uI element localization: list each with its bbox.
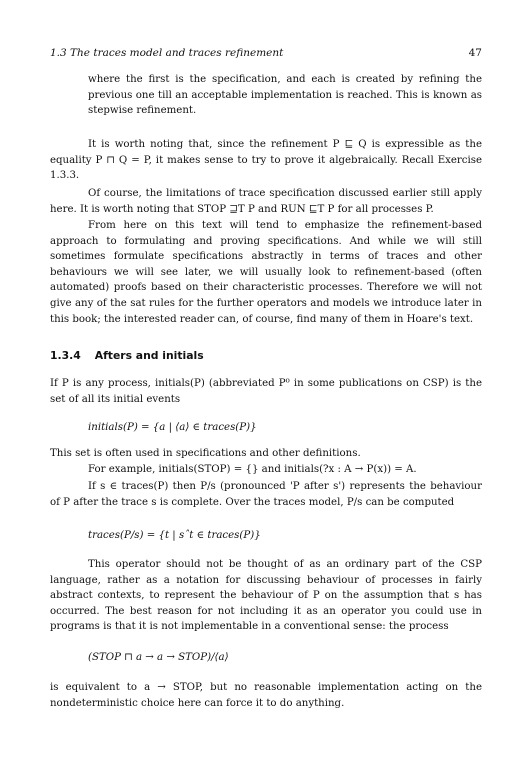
equation-initials: initials(P) = {a | ⟨a⟩ ∈ traces(P)}: [88, 422, 257, 433]
paragraph-after: If s ∈ traces(P) then P/s (pronounced 'P after s') represents the behaviour of P after the trace s is complete. Over the traces model, P/s can be computed: [50, 481, 482, 508]
paragraph-set-usage: This set is often used in specifications and other definitions.: [50, 448, 361, 459]
equation-process: (STOP ⊓ a → a → STOP)/⟨a⟩: [88, 652, 229, 663]
paragraph-equivalence: is equivalent to a → STOP, but no reasonable implementation acting on the nondeterministic choice here can force it to do anything.: [50, 682, 482, 709]
paragraph-operator-note: This operator should not be thought of as an ordinary part of the CSP language, rather as a notation for discussing behaviour of processes in fairly abstract contexts, to represent the behaviour of P on the assumption that s has occurred. The best reason for not including it as an operator you could use in programs is that it is not implementable in a conventional sense: the process: [50, 559, 482, 633]
paragraph-algebraic: It is worth noting that, since the refinement P ⊑ Q is expressible as the equality P ⊓ Q = P, it makes sense to try to prove it algebraically. Recall Exercise 1.3.3.: [50, 139, 482, 182]
running-header: [50, 47, 482, 61]
page-number: 47: [468, 47, 482, 59]
header-title: 1.3 The traces model and traces refinement: [50, 47, 284, 59]
section-heading: [50, 349, 204, 362]
paragraph-stepwise: where the first is the specification, and each is created by refining the previous one till an acceptable implementation is reached. This is known as stepwise refinement.: [88, 74, 482, 117]
paragraph-refinement-approach: From here on this text will tend to emphasize the refinement-based approach to formulating and proving specifications. And while we will still sometimes formulate specifications abstractly in terms of traces and other behaviours we will see later, we will usually look to refinement-based (often automated) proofs based on their characteristic processes. Therefore we will not give any of the sat rules for the further operators and models we introduce later in this book; the interested reader can, of course, find many of them in Hoare's text.: [50, 220, 482, 325]
section-title: Afters and initials: [94, 349, 204, 362]
paragraph-initials: If P is any process, initials(P) (abbreviated P⁰ in some publications on CSP) is the set of all its initial events: [50, 378, 482, 405]
section-number: 1.3.4: [50, 349, 81, 362]
equation-after: traces(P/s) = {t | sˆt ∈ traces(P)}: [88, 530, 261, 541]
paragraph-example: For example, initials(STOP) = {} and initials(?x : A → P(x)) = A.: [88, 464, 417, 475]
paragraph-limitations: Of course, the limitations of trace specification discussed earlier still apply here. It is worth noting that STOP ⊒T P and RUN ⊑T P for all processes P.: [50, 188, 482, 215]
